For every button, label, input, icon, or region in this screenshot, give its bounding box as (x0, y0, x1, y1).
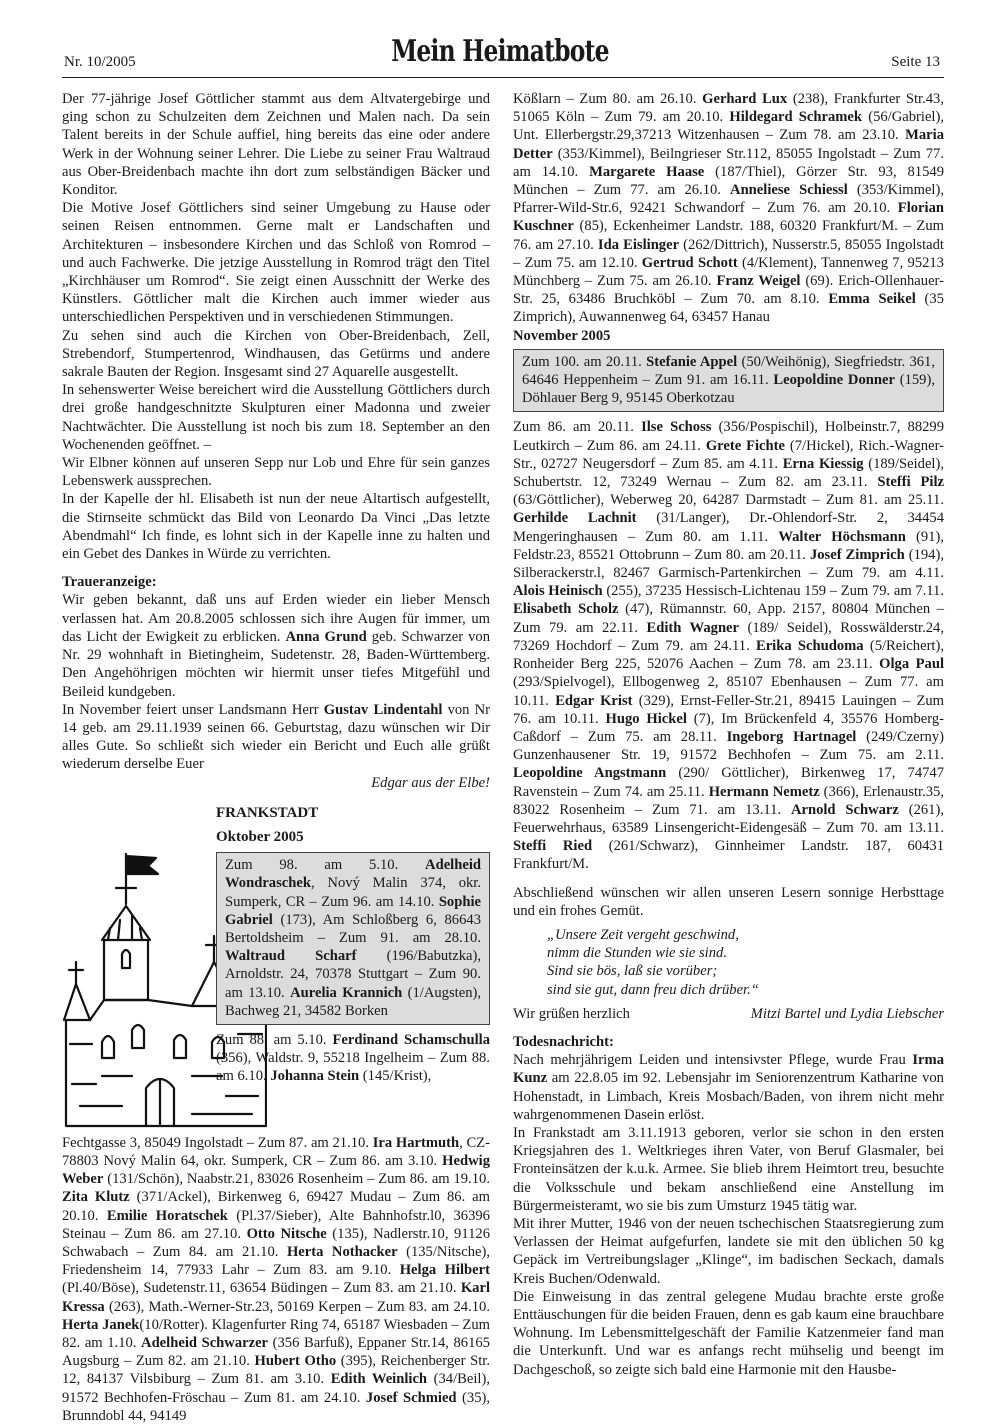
person-name: Ilse Schoss (641, 419, 712, 436)
todes-name: Irma Kunz (513, 1052, 944, 1087)
poem-line: nimm die Stunden wie sie sind. (547, 945, 727, 962)
todes-heading: Todesnachricht: (513, 1033, 614, 1050)
article-paragraph: Der 77-jährige Josef Göttlicher stammt aus dem Altvatergebirge und ging schon zu Schulzeiten dem Zeichnen und Malen nach. Da sein Talent bereits in der Schule auffiel, hing bereits das eine oder andere Werk in der Wohnung seiner Lehrer. Die Liebe zu seiner Frau Waltraud aus Ober-Breidenbach machte ihn dort zum selbständigen Bäcker und Konditor. (62, 91, 490, 199)
article-paragraph: Zu sehen sind auch die Kirchen von Ober-Breidenbach, Zell, Strebendorf, Stumpertenrod, Windhausen, das Getürms und andere sakrale Bauten der Region. Insgesamt sind 27 Aquarelle ausgestellt. (62, 327, 490, 381)
article-paragraph: Wir Elbner können auf unseren Sepp nur Lob und Ehre für sein ganzes Lebenswerk aussprechen. (62, 455, 490, 490)
issue-number: Nr. 10/2005 (64, 54, 136, 70)
signature: Edgar aus der Elbe! (371, 774, 490, 791)
person-name: Erna Kiessig (782, 455, 864, 472)
page-number: Seite 13 (891, 54, 940, 70)
person-name: Leopoldine Angstmann (513, 765, 667, 782)
person-name: Edgar Krist (555, 692, 633, 709)
november-birthday-list: Zum 86. am 20.11. Ilse Schoss (356/Pospischil), Holbeinstr.7, 88299 Leutkirch – Zum 86. am 24.11. Grete Fichte (7/Hickel), Rich.-Wagner-Str., 02727 Neugersdorf – Zum 85. am 4.11. Erna Kiessig (189/Seidel), Schubertstr. 12, 73249 Wernau – Zum 82. am 23.11. Steffi Pilz (63/Göttlicher), Weberweg 20, 64287 Darmstadt – Zum 81. am 25.11. Gerhilde Lachnit (31/Langer), Dr.-Ohlendorf-Str. 2, 34454 Mengeringhausen – Zum 80. am 1.11. Walter Höchsmann (91), Feldstr.23, 85521 Ottobrunn – Zum 80. am 20.11. Josef Zimprich (194), Silberackerstr.l, 82467 Garmisch-Partenkirchen – Zum 79. am 4.11. Alois Heinisch (255), 37235 Hessisch-Lichtenau 159 – Zum 79. am 7.11. Elisabeth Scholz (47), Rümannstr. 60, App. 2157, 80804 München – Zum 79. am 22.11. Edith Wagner (189/ Seidel), Rosswälderstr.24, 73269 Hochdorf – Zum 79. am 24.11. Erika Schudoma (5/Reichert), Ronheider Berg 225, 52076 Aachen – Zum 78. am 23.11. Olga Paul (293/Spielvogel), Ellbogenweg 2, 85107 Ebenhausen – Zum 77. am 10.11. Edgar Krist (329), Ernst-Feller-Str.21, 89415 Lauingen – Zum 76. am 10.11. Hugo Hickel (7), Im Brückenfeld 4, 35576 Homberg-Caßdorf – Zum 75. am 28.11. Ingeborg Hartnagel (249/Czerny) Gunzenhausener Str. 19, 91572 Bechhofen – Zum 75. am 2.11. Leopoldine Angstmann (290/ Göttlicher), Birkenweg 17, 74747 Ravenstein – Zum 74. am 25.11. Hermann Nemetz (366), Erlenaustr.35, 83022 Rosenheim – Zum 71. am 13.11. Arnold Schwarz (261), Feuerwehrhaus, 63589 Linsengericht-Eidengesäß – Zum 70. am 13.11. Steffi Ried (261/Schwarz), Ginnheimer Landstr. 187, 60431 Frankfurt/M. (513, 419, 945, 873)
oktober-highlight-box: Zum 98. am 5.10. Adelheid Wondraschek, Nový Malin 374, okr. Sumperk, CR – Zum 96. am 14.10. Sophie Gabriel (173), Am Schloßberg 6, 86643 Bertoldsheim – Zum 91. am 28.10. Waltraud Scharf (196/Babutzka), Arnoldstr. 24, 70378 Stuttgart – Zum 90. am 13.10. Aurelia Krannich (1/Augsten), Bachweg 21, 34582 Borken (216, 852, 490, 1025)
november-highlight-box: Zum 100. am 20.11. Stefanie Appel (50/Weihönig), Siegfriedstr. 361, 64646 Heppenheim – Zum 91. am 16.11. Leopoldine Donner (159), Döhlauer Berg 9, 95145 Oberkotzau (513, 349, 944, 413)
article-paragraph: Die Motive Josef Göttlichers sind seiner Umgebung zu Hause oder seinen Reisen entnommen. Gerne malt er Landschaften und Architekturen – insbesondere Kirchen und das Schloß von Romrod – und auch Fachwerke. Die jetzige Ausstellung in Romrod trägt den Titel „Kirchhäuser um Romrod“. Sie zeigt einen Ausschnitt der Werke des Künstlers. Göttlicher malt die Kirchen auch immer wieder aus unterschiedlichen Perspektiven und in verschiedenen Stimmungen. (62, 200, 490, 326)
birthday-name: Gustav Lindentahl (323, 701, 443, 718)
signers: Mitzi Bartel und Lydia Liebscher (750, 1005, 944, 1022)
birthday-paragraph: In November feiert unser Landsmann Herr Gustav Lindentahl von Nr 14 geb. am 29.11.1939 seinen 66. Geburtstag, dazu wünschen wir Dir alles Gute. So schließt sich wieder ein Bericht und Euch alle grüßt wiederum derselbe Euer (62, 701, 490, 773)
person-name: Waltraud Scharf (225, 948, 357, 965)
poem (547, 926, 944, 999)
article-paragraph: In der Kapelle der hl. Elisabeth ist nun der neue Altartisch aufgestellt, die Stirnseite schmückt das Bild von Leonardo Da Vinci „Das letzte Abendmahl“ Ich finde, es lohnt sich in der Kapelle inne zu halten und ein Gebet des Dankes in Würde zu verrichten. (62, 491, 490, 563)
person-name: Emma Seikel (828, 291, 916, 308)
todes-paragraph: Nach mehrjährigem Leiden und intensivster Pflege, wurde Frau Irma Kunz am 22.8.05 im 92. Lebensjahr im Seniorenzentrum Katharine von Hohenstadt, in Limbach, Kreis Mosbach/Baden, von ihrem nicht mehr wahrgenommenen Dasein erlöst. (513, 1052, 944, 1123)
person-name: Adelheid Schwarzer (141, 1334, 269, 1351)
person-name: Johanna Stein (270, 1068, 360, 1085)
person-name: Edith Wagner (646, 619, 740, 636)
person-name: Florian Kuschner (513, 200, 944, 235)
person-name: Erika Schudoma (755, 637, 864, 654)
header-rule (62, 77, 944, 78)
greeting: Wir grüßen herzlich (513, 1005, 630, 1022)
person-name: Leopoldine Donner (773, 372, 895, 389)
person-name: Grete Fichte (705, 437, 785, 454)
person-name: Karl Kressa (62, 1280, 490, 1315)
person-name: Helga Hilbert (399, 1262, 490, 1279)
person-name: Hermann Nemetz (708, 783, 820, 800)
frankstadt-header (216, 804, 490, 1086)
poem-line: sind sie gut, dann freu dich drüber.“ (547, 981, 759, 998)
person-name: Hubert Otho (254, 1353, 337, 1370)
person-name: Edith Weinlich (330, 1371, 428, 1388)
person-name: Gertrud Schott (641, 254, 738, 271)
person-name: Sophie Gabriel (225, 893, 481, 928)
person-name: Anneliese Schiessl (730, 182, 848, 199)
person-name: Elisabeth Scholz (513, 601, 619, 618)
poem-line: Sind sie bös, laß sie vorüber; (547, 963, 718, 980)
left-column (62, 90, 490, 1425)
person-name: Adelheid Wondraschek (225, 857, 481, 892)
person-name: Emilie Horatschek (106, 1207, 228, 1224)
trauer-paragraph: Wir geben bekannt, daß uns auf Erden wieder ein lieber Mensch verlassen hat. Am 20.8.2005 schlossen sich ihre Augen für immer, um das Licht der Ewigkeit zu erblicken. Anna Grund geb. Schwarzer von Nr. 29 wohnhaft in Bietingheim, Sudetenstr. 28, Baden-Württemberg. Den Angehöhrigen möchten wir hiermit unser tiefes Mitgefühl und Beileid kundgeben. (62, 592, 490, 700)
person-name: Herta Nothacker (286, 1243, 398, 1260)
person-name: Franz Weigel (716, 273, 801, 290)
person-name: Ira Hartmuth (372, 1134, 460, 1151)
masthead-title: Mein Heimatbote (391, 34, 609, 69)
person-name: Josef Zimprich (809, 546, 905, 563)
todes-paragraph: In Frankstadt am 3.11.1913 geboren, verlor sie schon in den ersten Kriegsjahren des 1. Weltkrieges ihren Vater, von Beruf Glasmaler, bei Fronteinsätzen der k.u.k. Armee. Sie blieb ihrem Heimtort treu, besuchte die Volksschule und bekam anschließend eine Anstellung im Bürgermeisteramt, wo sie bis zum Umsturz 1945 tätig war. (513, 1124, 944, 1214)
frankstadt-title: FRANKSTADT (216, 804, 319, 821)
oktober-list-start: Zum 88. am 5.10. Ferdinand Schamschulla (356), Waldstr. 9, 55218 Ingelheim – Zum 88. am 6.10. Johanna Stein (145/Krist), (216, 1031, 491, 1085)
person-name: Margarete Haase (589, 163, 705, 180)
closing-wishes: Abschließend wünschen wir allen unseren Lesern sonnige Herbsttage und ein frohes Gemüt. (513, 884, 944, 919)
person-name: Ida Eislinger (597, 236, 680, 253)
person-name: Olga Paul (879, 656, 944, 673)
oktober-birthday-list-cont: Kößlarn – Zum 80. am 26.10. Gerhard Lux (238), Frankfurter Str.43, 51065 Köln – Zum 79. am 20.10. Hildegard Schramek (56/Gabriel), Unt. Ellerbergstr.29,37213 Witzenhausen – Zum 78. am 23.10. Maria Detter (353/Kimmel), Beilngrieser Str.112, 85055 Ingolstadt – Zum 77. am 14.10. Margarete Haase (187/Thiel), Görzer Str. 93, 81549 München – Zum 77. am 26.10. Anneliese Schiessl (353/Kimmel), Pfarrer-Wild-Str.6, 92421 Schwandorf – Zum 76. am 20.10. Florian Kuschner (85), Eckenheimer Landstr. 188, 60320 Frankfurt/M. – Zum 76. am 27.10. Ida Eislinger (262/Dittrich), Nusserstr.5, 85055 Ingolstadt – Zum 75. am 12.10. Gertrud Schott (4/Klement), Tannenweg 7, 95213 Münchberg – Zum 75. am 26.10. Franz Weigel (69). Erich-Ollenhauer-Str. 25, 63486 Bruchköbl – Zum 70. am 8.10. Emma Seikel (35 Zimprich), Auwannenweg 64, 63457 Hanau (513, 91, 944, 326)
oktober-title: Oktober 2005 (216, 828, 304, 845)
person-name: Gerhilde Lachnit (513, 510, 637, 527)
person-name: Steffi Ried (513, 838, 593, 855)
november-title: November 2005 (513, 327, 611, 344)
oktober-birthday-list: Fechtgasse 3, 85049 Ingolstadt – Zum 87. am 21.10. Ira Hartmuth, CZ-78803 Nový Malin 64, okr. Sumperk, CR – Zum 86. am 3.10. Hedwig Weber (131/Schön), Naabstr.21, 83026 Rosenheim – Zum 86. am 19.10. Zita Klutz (371/Ackel), Birkenweg 6, 69427 Mudau – Zum 86. am 20.10. Emilie Horatschek (Pl.37/Sieber), Alte Bahnhofstr.l0, 36396 Steinau – Zum 86. am 27.10. Otto Nitsche (135), Nadlerstr.10, 91126 Schwabach – Zum 84. am 21.10. Herta Nothacker (135/Nitsche), Friedensheim 14, 77933 Lahr – Zum 83. am 9.10. Helga Hilbert (Pl.40/Böse), Sudetenstr.11, 63654 Büdingen – Zum 83. am 21.10. Karl Kressa (263), Math.-Werner-Str.23, 50169 Kerpen – Zum 83. am 24.10. Herta Janek(10/Rotter). Klagenfurter Ring 74, 65187 Wiesbaden – Zum 82. am 1.10. Adelheid Schwarzer (356 Barfuß), Eppaner Str.14, 86165 Augsburg – Zum 82. am 21.10. Hubert Otho (395), Reichenberger Str. 12, 84137 Vilsbiburg – Zum 81. am 3.10. Edith Weinlich (34/Beil), 91572 Bechhofen-Fröschau – Zum 81. am 24.10. Josef Schmied (35), Brunndobl 44, 94149 (62, 1134, 490, 1424)
person-name: Otto Nitsche (246, 1225, 327, 1242)
person-name: Hedwig Weber (62, 1152, 490, 1188)
person-name: Aurelia Krannich (290, 984, 403, 1001)
person-name: Maria Detter (513, 127, 944, 162)
todes-paragraph: Mit ihrer Mutter, 1946 von der neuen tschechischen Staatsregierung zum Verlassen der Heimat aufgefurfen, landete sie mit den üblichen 50 kg Gepäck im Vertreibungslager „Klinge“, im badischen Seckach, damals Kreis Buchen/Odenwald. (513, 1215, 944, 1287)
person-name: Steffi Pilz (877, 474, 944, 491)
frankstadt-section (62, 804, 490, 1134)
person-name: Alois Heinisch (513, 583, 603, 600)
person-name: Zita Klutz (62, 1189, 130, 1206)
person-name: Hildegard Schramek (729, 109, 863, 126)
person-name: Walter Höchsmann (778, 528, 906, 545)
person-name: Gerhard Lux (702, 91, 788, 107)
signature-line (62, 774, 490, 792)
todes-paragraph: Die Einweisung in das zentral gelegene Mudau brachte erste große Enttäuschungen für die beiden Frauen, denn es gab kaum eine brauchbare Wohnung. Im Lebensmittelgeschäft der Familie Katzenmeier fand man die Unterkunft. Und war es anfangs recht mühselig und beengt im Dachgeschoß, so zeigte sich bald eine Harmonie mit den Hausbe- (513, 1288, 944, 1378)
poem-line: „Unsere Zeit vergeht geschwind, (547, 926, 739, 943)
trauer-name: Anna Grund (285, 628, 367, 645)
article-paragraph: In sehenswerter Weise bereichert wird die Ausstellung Göttlichers durch drei große handgeschnitzte Skulpturen einer Madonna und zweier Nachtwächter. Die Ausstellung ist noch bis zum 18. September an den Wochenenden geöffnet. – (62, 382, 490, 453)
person-name: Ingeborg Hartnagel (726, 728, 857, 745)
person-name: Josef Schmied (365, 1389, 457, 1406)
person-name: Hugo Hickel (605, 710, 687, 727)
greeting-line (513, 1005, 944, 1023)
person-name: Ferdinand Schamschulla (332, 1031, 491, 1048)
person-name: Stefanie Appel (646, 353, 738, 370)
person-name: Arnold Schwarz (790, 801, 899, 818)
trauer-heading: Traueranzeige: (62, 574, 157, 591)
right-column (513, 90, 944, 1379)
person-name: Herta Janek (62, 1316, 140, 1333)
